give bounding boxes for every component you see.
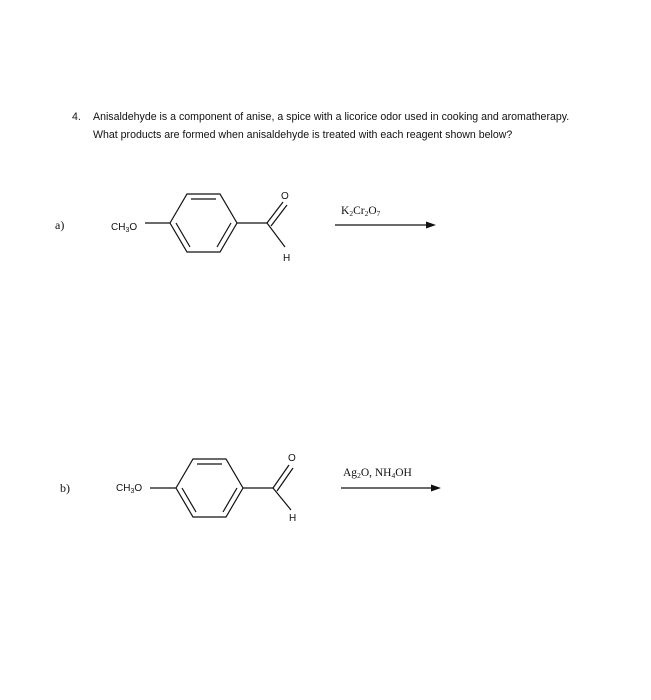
part-b-carbonyl-double-bond	[273, 465, 293, 491]
part-a-label: a)	[55, 218, 65, 232]
question-number: 4.	[72, 111, 81, 123]
part-b-aldehyde-hydrogen: H	[289, 513, 297, 524]
part-a-methoxy-label: $CH_3O$	[111, 222, 138, 234]
part-b-reaction-arrow	[341, 485, 441, 492]
part-b-carbonyl-oxygen: O	[288, 453, 296, 464]
part-a-reagent: $K_2Cr_2O_7$	[341, 205, 381, 218]
part-a-carbonyl-oxygen: O	[281, 191, 289, 202]
part-b-methoxy-label: $CH_3O$	[116, 483, 143, 495]
part-b-label: b)	[60, 481, 70, 495]
part-a-aldehyde-hydrogen: H	[283, 253, 291, 264]
part-b-benzene-ring	[176, 459, 243, 517]
part-a-benzene-ring	[170, 194, 237, 252]
part-a-aldehyde-h-bond	[267, 223, 285, 247]
question-text: Anisaldehyde is a component of anise, a spice with a licorice odor used in cooking and aromatherapy. What products are formed when anisaldehyde is treated with each reagent shown below?	[93, 111, 570, 141]
part-a-reaction-arrow	[335, 222, 436, 229]
part-b-aldehyde-h-bond	[273, 488, 291, 510]
part-b-reagent: $Ag_2O$, $NH_4OH$	[343, 467, 412, 480]
part-a-carbonyl-double-bond	[267, 202, 287, 226]
